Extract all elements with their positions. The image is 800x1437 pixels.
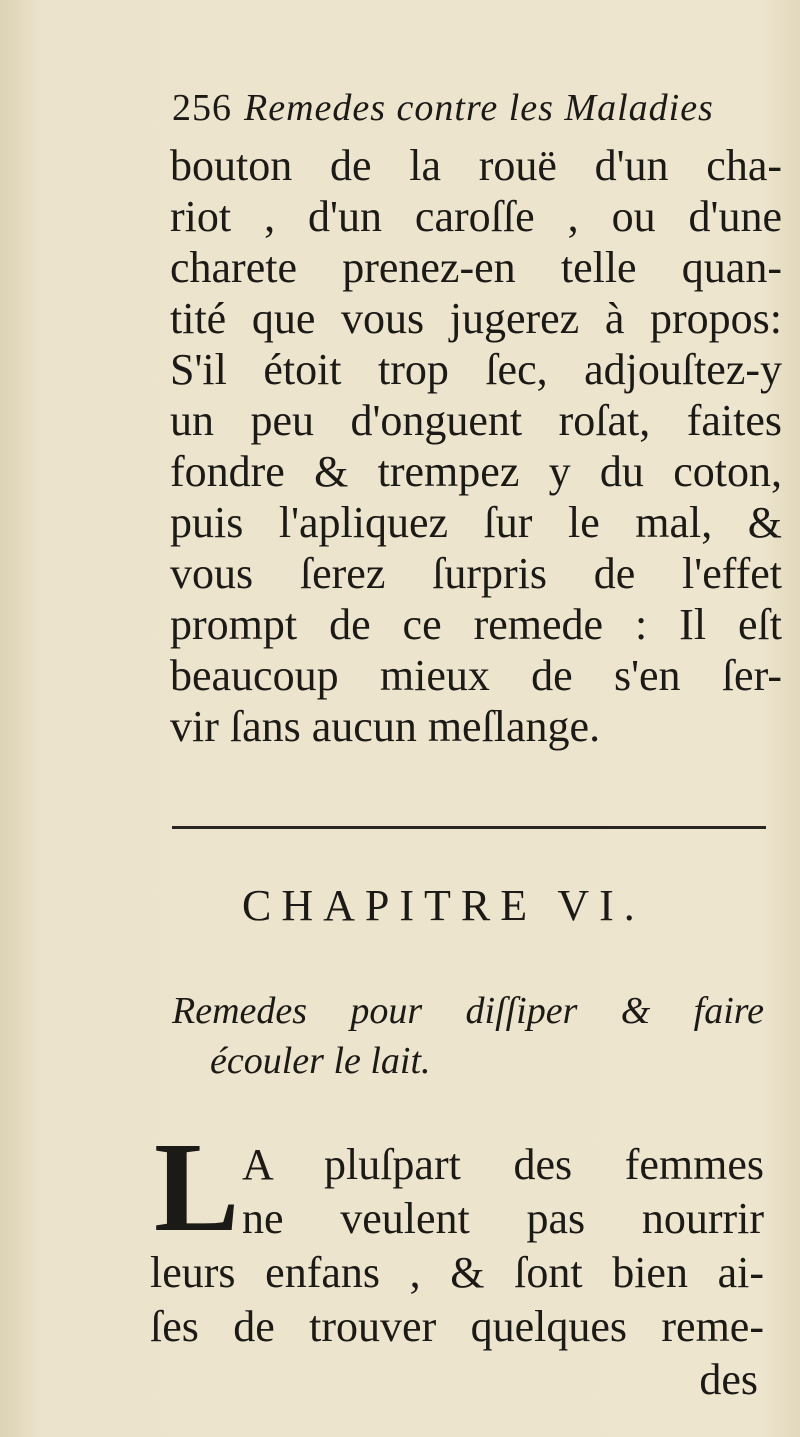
text-line: S'il étoit trop ſec, adjouſtez-y (170, 345, 782, 394)
section-divider (172, 826, 766, 829)
subtitle-line: Remedes pour diſſiper & faire (172, 990, 764, 1032)
paragraph-block (150, 1138, 764, 1354)
text-line: puis l'apliquez ſur le mal, & (170, 498, 782, 547)
text-line: bouton de la rouë d'un cha- (170, 141, 782, 190)
text-line: fondre & trempez y du coton, (170, 447, 782, 496)
chapter-subtitle (172, 986, 764, 1086)
text-line: prompt de ce remede : Il eſt (170, 600, 782, 649)
text-line: A pluſpart des femmes (242, 1140, 764, 1189)
running-header (172, 86, 772, 130)
top-text-block (170, 140, 782, 752)
catchword: des (699, 1355, 758, 1404)
chapter-heading: CHAPITRE VI. (242, 881, 645, 930)
subtitle-line: écouler le lait. (210, 1040, 431, 1082)
text-line: charete prenez-en telle quan- (170, 243, 782, 292)
text-line: beaucoup mieux de s'en ſer- (170, 651, 782, 700)
text-line: ne veulent pas nourrir (242, 1194, 764, 1243)
running-title: Remedes contre les Maladies (244, 87, 714, 129)
text-line: un peu d'onguent roſat, faites (170, 396, 782, 445)
text-line: vous ſerez ſurpris de l'effet (170, 549, 782, 598)
drop-cap: L (154, 1116, 240, 1258)
page-number: 256 (172, 87, 232, 129)
text-line: tité que vous jugerez à propos: (170, 294, 782, 343)
text-line: vir ſans aucun meſlange. (170, 702, 601, 751)
text-line: leurs enfans , & ſont bien ai- (150, 1248, 764, 1297)
text-line: ſes de trouver quelques reme- (150, 1302, 764, 1351)
text-line: riot , d'un caroſſe , ou d'une (170, 192, 782, 241)
